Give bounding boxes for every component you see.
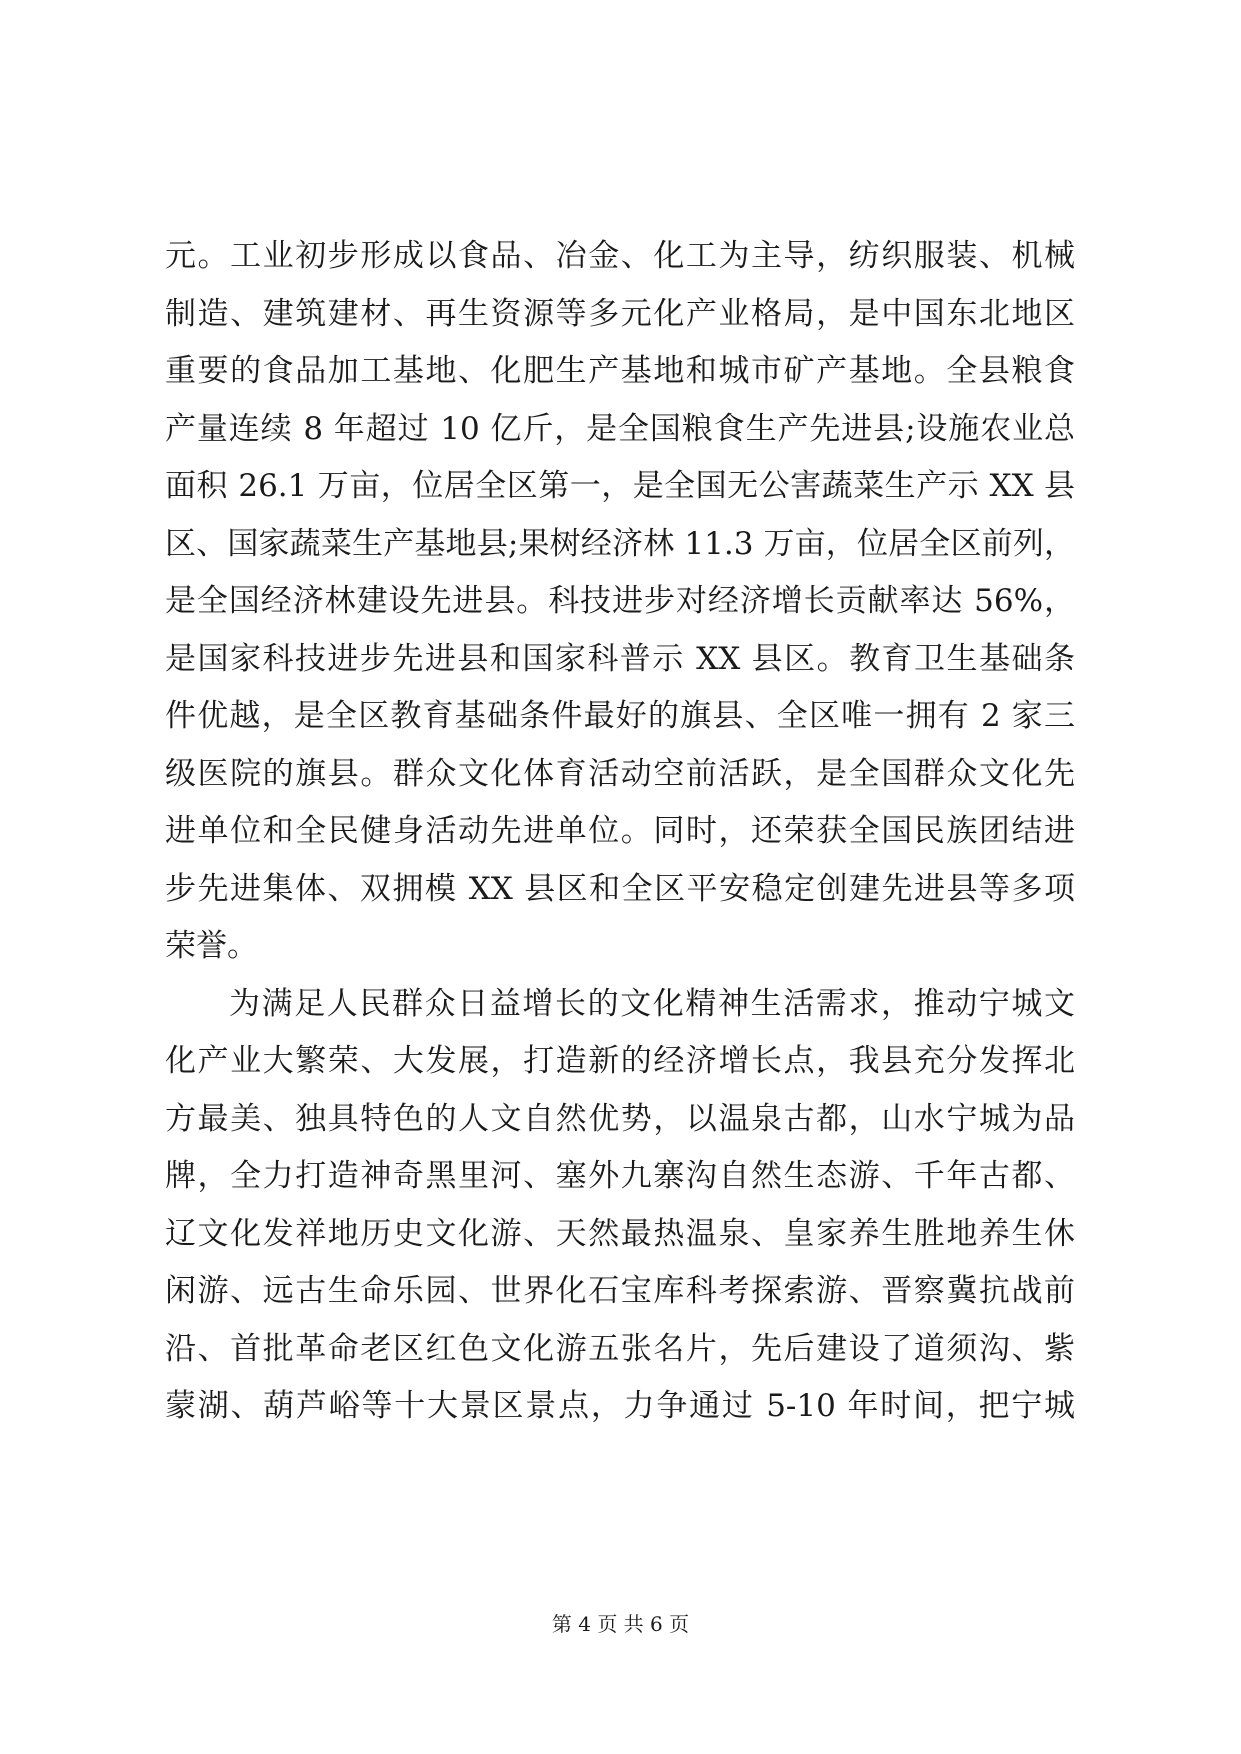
body-text: [165, 228, 1075, 1436]
page-number-footer: 第 4 页 共 6 页: [551, 1612, 690, 1636]
paragraph-1-line-7: 是全国经济林建设先进县。科技进步对经济增长贡献率达 56%，: [165, 583, 1075, 619]
paragraph-1-line-2: 制造、建筑建材、再生资源等多元化产业格局，是中国东北地区: [165, 295, 1075, 332]
paragraph-2-line-6: 闲游、远古生命乐园、世界化石宝库科考探索游、晋察冀抗战前: [165, 1273, 1075, 1309]
paragraph-1-line-12: 步先进集体、双拥模 XX 县区和全区平安稳定创建先进县等多项: [165, 870, 1075, 907]
paragraph-1-line-5: 面积 26.1 万亩，位居全区第一，是全国无公害蔬菜生产示 XX 县: [165, 468, 1075, 504]
paragraph-2-line-2: 化产业大繁荣、大发展，打造新的经济增长点，我县充分发挥北: [165, 1043, 1075, 1079]
paragraph-1-line-1: 元。工业初步形成以食品、冶金、化工为主导，纺织服装、机械: [165, 238, 1075, 274]
paragraph-2-line-4: 牌，全力打造神奇黑里河、塞外九寨沟自然生态游、千年古都、: [165, 1158, 1075, 1194]
paragraph-2-line-7: 沿、首批革命老区红色文化游五张名片，先后建设了道须沟、紫: [165, 1330, 1075, 1367]
paragraph-1-line-3: 重要的食品加工基地、化肥生产基地和城市矿产基地。全县粮食: [165, 353, 1075, 389]
paragraph-1-line-6: 区、国家蔬菜生产基地县;果树经济林 11.3 万亩，位居全区前列，: [165, 525, 1075, 562]
paragraph-2-line-3: 方最美、独具特色的人文自然优势，以温泉古都，山水宁城为品: [165, 1100, 1075, 1137]
paragraph-1-line-9: 件优越，是全区教育基础条件最好的旗县、全区唯一拥有 2 家三: [165, 698, 1075, 734]
paragraph-2-line-5: 辽文化发祥地历史文化游、天然最热温泉、皇家养生胜地养生休: [165, 1215, 1075, 1252]
paragraph-1-line-11: 进单位和全民健身活动先进单位。同时，还荣获全国民族团结进: [165, 813, 1075, 849]
paragraph-1-line-4: 产量连续 8 年超过 10 亿斤，是全国粮食生产先进县;设施农业总: [165, 410, 1075, 447]
paragraph-2-line-1: 为满足人民群众日益增长的文化精神生活需求，推动宁城文: [229, 985, 1075, 1022]
paragraph-1-line-13: 荣誉。: [165, 928, 258, 964]
paragraph-1-line-8: 是国家科技进步先进县和国家科普示 XX 县区。教育卫生基础条: [165, 640, 1075, 677]
paragraph-2-line-8: 蒙湖、葫芦峪等十大景区景点，力争通过 5-10 年时间，把宁城: [165, 1388, 1075, 1424]
paragraph-1-line-10: 级医院的旗县。群众文化体育活动空前活跃，是全国群众文化先: [165, 755, 1075, 792]
